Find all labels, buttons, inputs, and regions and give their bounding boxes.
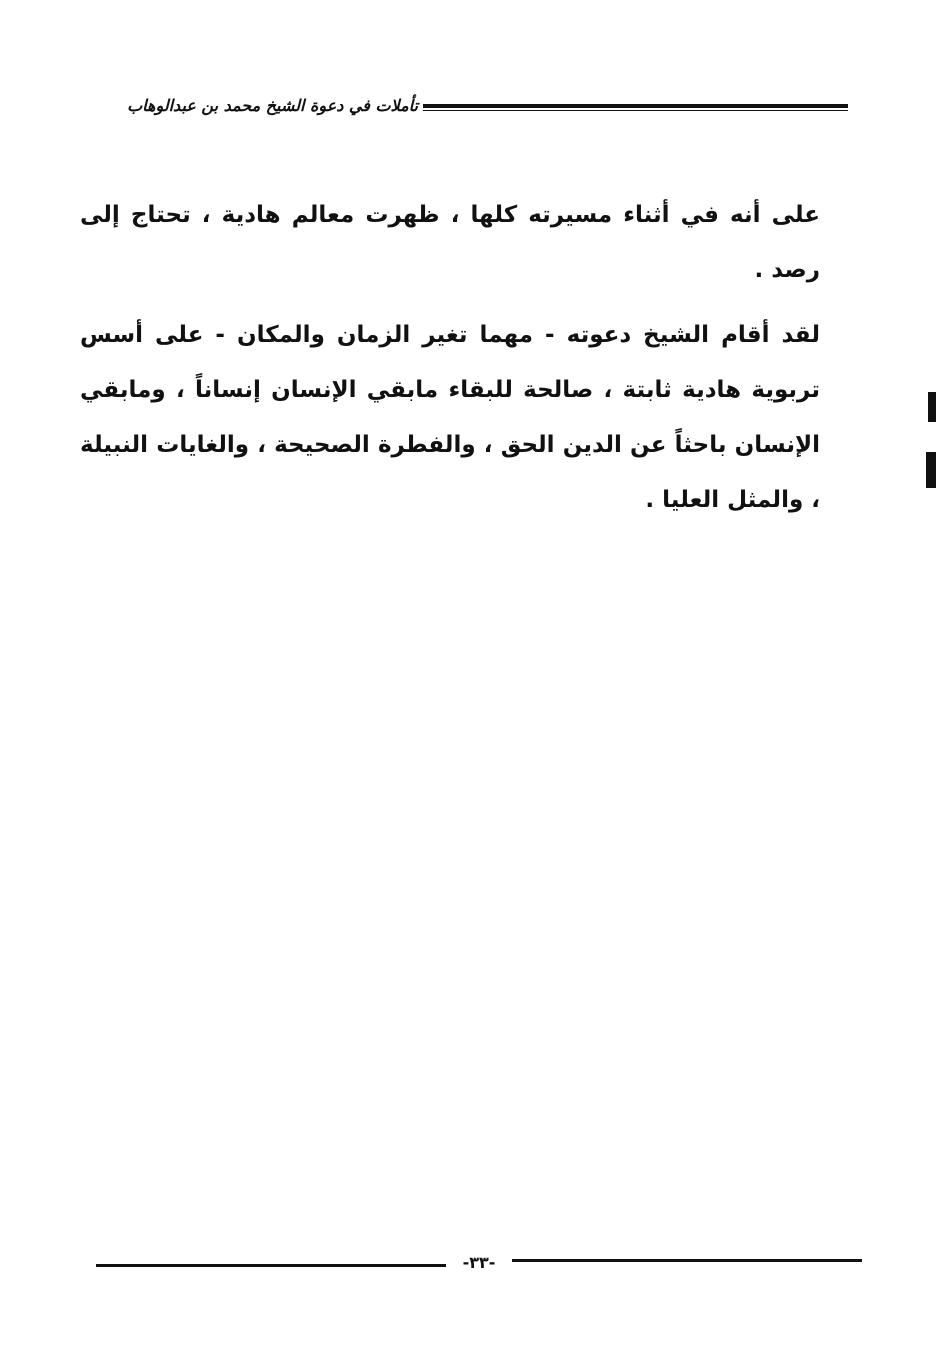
page-body: [80, 188, 820, 528]
header-rule: [423, 104, 848, 108]
page-footer: [96, 1252, 862, 1276]
running-header-title: تأملات في دعوة الشيخ محمد بن عبدالوهاب: [117, 94, 418, 118]
header-rule-thin: [423, 110, 848, 111]
running-header: [78, 94, 848, 120]
footer-rule-right: [512, 1259, 862, 1262]
page-number: -٣٣-: [462, 1253, 496, 1272]
paragraph-1: على أنه في أثناء مسيرته كلها ، ظهرت معالم هادية ، تحتاج إلى رصد .: [80, 202, 820, 283]
scan-edge-mark: [928, 392, 936, 422]
scan-edge-mark: [926, 452, 936, 488]
paragraph-2: لقد أقام الشيخ دعوته - مهما تغير الزمان والمكان - على أسس تربوية هادية ثابتة ، صالحة للبقاء مابقي الإنسان إنساناً ، ومابقي الإنسان باحثاً عن الدين الحق ، والفطرة الصحيحة ، والغايات النبيلة ، والمثل العليا .: [80, 322, 820, 513]
footer-rule-left: [96, 1264, 446, 1267]
